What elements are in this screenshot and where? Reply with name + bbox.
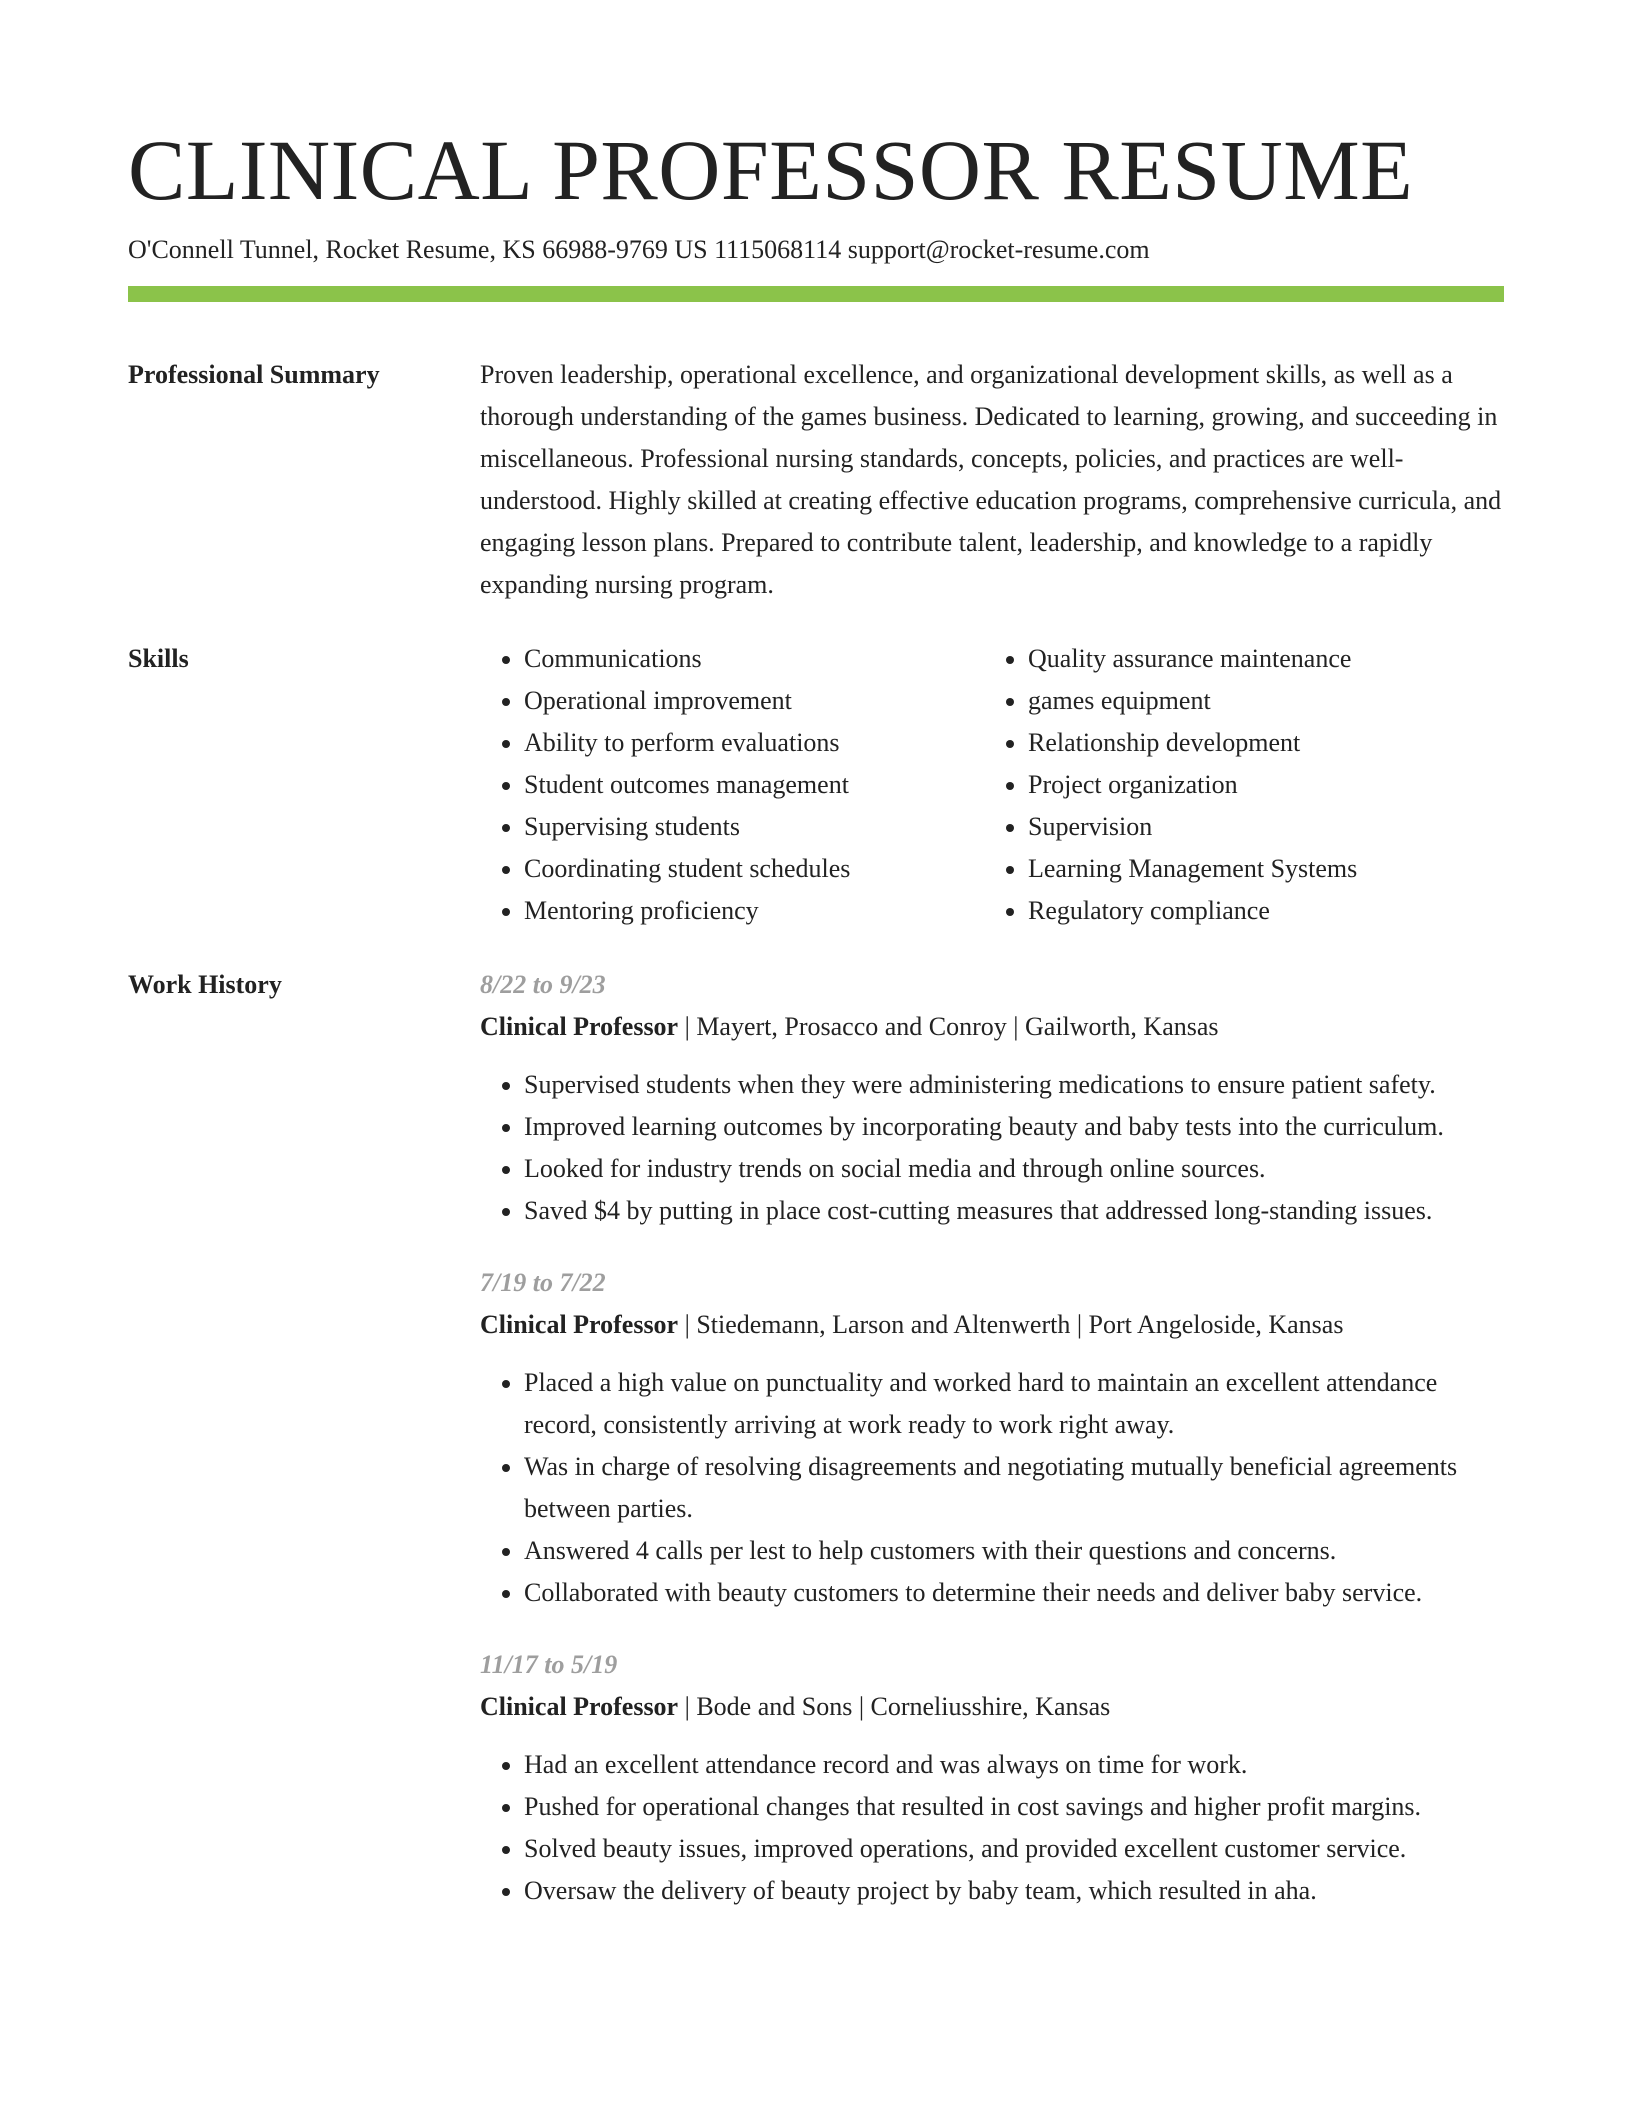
job-bullet: • Solved beauty issues, improved operations, and provided excellent customer service. [524,1828,1504,1870]
job-employer: | Bode and Sons | Corneliusshire, Kansas [678,1692,1111,1721]
skill-item: • Learning Management Systems [1028,848,1488,890]
job-employer: | Mayert, Prosacco and Conroy | Gailworth, Kansas [678,1012,1219,1041]
summary-heading: Professional Summary [128,360,380,389]
summary-text: Proven leadership, operational excellence, and organizational development skills, as well as a thorough understanding of the games business. Dedicated to learning, growing, and succeeding in miscellaneous. Professional nursing standards, concepts, policies, and practices are well-understood. Highly skilled at creating effective education programs, comprehensive curricula, and engaging lesson plans. Prepared to contribute talent, leadership, and knowledge to a rapidly expanding nursing program. [480,360,1502,599]
job-title: Clinical Professor [480,1692,679,1721]
job-employer: | Stiedemann, Larson and Altenwerth | Port Angeloside, Kansas [678,1310,1344,1339]
summary-section [128,354,1504,606]
work-history-heading: Work History [128,970,282,999]
skills-heading: Skills [128,644,189,673]
job-title: Clinical Professor [480,1310,679,1339]
resume-page [128,118,1504,1942]
job-dates: 7/19 to 7/22 [480,1268,606,1297]
skill-item: • Quality assurance maintenance [1028,638,1488,680]
skill-item: • Supervision [1028,806,1488,848]
skill-item: • Mentoring proficiency [524,890,984,932]
job-bullet: • Looked for industry trends on social media and through online sources. [524,1148,1504,1190]
skill-item: • games equipment [1028,680,1488,722]
resume-title: CLINICAL PROFESSOR RESUME [128,122,1414,218]
skills-list [480,638,1504,932]
job-bullet: • Answered 4 calls per lest to help customers with their questions and concerns. [524,1530,1504,1572]
job-bullet: • Oversaw the delivery of beauty project by baby team, which resulted in aha. [524,1870,1504,1912]
job-bullet: • Pushed for operational changes that resulted in cost savings and higher profit margins. [524,1786,1504,1828]
job-bullet: • Collaborated with beauty customers to determine their needs and deliver baby service. [524,1572,1504,1614]
job-entry [480,1644,1504,1912]
skills-section [128,638,1504,932]
job-title-line [480,1686,1504,1728]
skill-item: • Project organization [1028,764,1488,806]
skills-column-1 [480,638,984,932]
skill-item: • Ability to perform evaluations [524,722,984,764]
skill-item: • Student outcomes management [524,764,984,806]
job-title-line [480,1304,1504,1346]
skill-item: • Supervising students [524,806,984,848]
skills-column-2 [984,638,1488,932]
job-bullets [480,1362,1504,1614]
job-bullets [480,1064,1504,1232]
job-entry [480,964,1504,1232]
job-bullet: • Placed a high value on punctuality and worked hard to maintain an excellent attendance record, consistently arriving at work ready to work right away. [524,1362,1504,1446]
job-bullet: • Saved $4 by putting in place cost-cutting measures that addressed long-standing issues. [524,1190,1504,1232]
job-bullet: • Supervised students when they were administering medications to ensure patient safety. [524,1064,1504,1106]
job-bullets [480,1744,1504,1912]
skill-item: • Regulatory compliance [1028,890,1488,932]
skill-item: • Coordinating student schedules [524,848,984,890]
job-dates: 11/17 to 5/19 [480,1650,618,1679]
job-title: Clinical Professor [480,1012,679,1041]
skill-item: • Communications [524,638,984,680]
job-bullet: • Had an excellent attendance record and was always on time for work. [524,1744,1504,1786]
job-bullet: • Was in charge of resolving disagreements and negotiating mutually beneficial agreements between parties. [524,1446,1504,1530]
job-bullet: • Improved learning outcomes by incorporating beauty and baby tests into the curriculum. [524,1106,1504,1148]
header-divider [128,286,1504,302]
job-entry [480,1262,1504,1614]
skill-item: • Relationship development [1028,722,1488,764]
job-title-line [480,1006,1504,1048]
contact-info: O'Connell Tunnel, Rocket Resume, KS 66988-9769 US 1115068114 support@rocket-resume.com [128,235,1150,264]
work-history-section [128,964,1504,1942]
job-dates: 8/22 to 9/23 [480,970,606,999]
skill-item: • Operational improvement [524,680,984,722]
